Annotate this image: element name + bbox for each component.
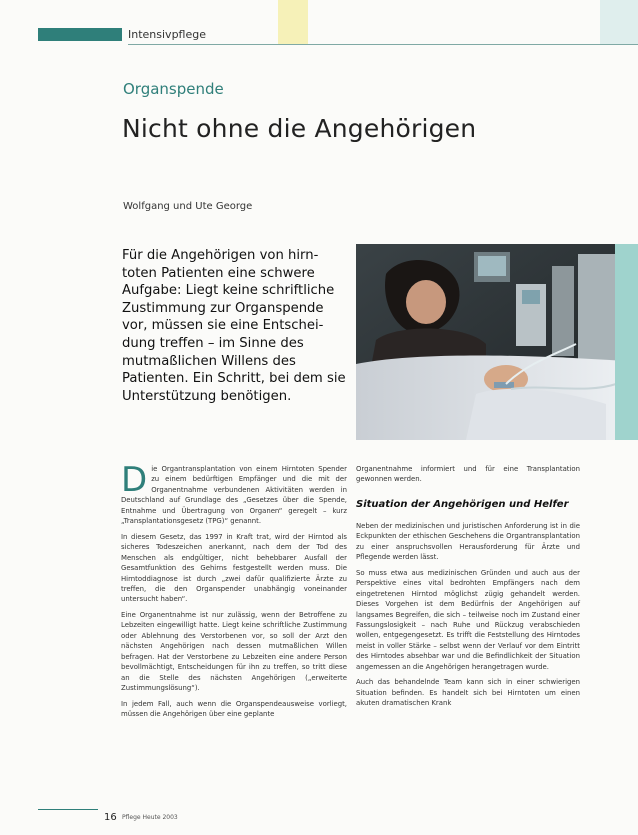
header-rule — [128, 44, 638, 45]
col2-paragraph-4: Auch das behandelnde Team kann sich in einer schwierigen Situation befinden. Es handelt sich bei Hirntoten um einen akuten dramatischen Krank — [356, 678, 580, 708]
article-lead: Für die Angehörigen von hirn-toten Patienten eine schwere Aufgabe: Liegt keine schriftliche Zustimmung zur Organspende vor, müssen sie eine Entschei-dung treffen – im Sinne des mutmaßlichen Willens des Patienten. Ein Schritt, bei dem sie Unterstützung benötigen. — [122, 248, 346, 404]
footer-publication: Pflege Heute 2003 — [122, 814, 178, 821]
article-kicker: Organspende — [123, 80, 224, 98]
body-column-2 — [356, 464, 580, 714]
col1-paragraph-3: Eine Organentnahme ist nur zulässig, wenn der Betroffene zu Lebzeiten eingewilligt hatte. Liegt keine schriftliche Zustimmung oder Ablehnung des Verstorbenen vor, so soll der Arzt den nächsten Angehörigen nach dessen mutmaßlichen Willen befragen. Hat der Verstorbene zu Lebzeiten eine andere Person bevollmächtigt, Entscheidungen für ihn zu treffen, so tritt diese an die Stelle des nächsten Angehörigen („erweiterte Zustimmungslösung“). — [121, 610, 347, 693]
col2-paragraph-2: Neben der medizinischen und juristischen Anforderung ist in die Eckpunkten der ethischen Geschehens die Organtransplantation zu einer anspruchsvollen Herausforderung für Ärzte und Pflegende werden lässt. — [356, 521, 580, 562]
drop-cap: D — [121, 460, 148, 500]
photo-illustration — [356, 244, 638, 440]
header-highlight-band — [278, 0, 308, 44]
photo-accent-strip — [615, 244, 638, 440]
col2-paragraph-3: So muss etwa aus medizinischen Gründen und auch aus der Perspektive eines vital bedrohten Empfängers nach dem eingetretenen Hirntod möglichst zügig gehandelt werden. Dieses Vorgehen ist dem Bedürfnis der Angehörigen auf langsames Begreifen, die sich – teilweise noch im Zustand einer Fassungslosigkeit – nach Ruhe und Rückzug verabschieden wollen, entgegengesetzt. Es trifft die Feststellung des Hirntodes meist in voller Stärke – selbst wenn der Verlauf vor dem Eintritt des Hirntodes absehbar war und die Befindlichkeit der Situation angemessen an die Angehörigen herangetragen wurde. — [356, 568, 580, 671]
col1-paragraph-4: In jedem Fall, auch wenn die Organspendeausweise vorliegt, müssen die Angehörigen über eine geplante — [121, 699, 347, 718]
section-color-bar — [38, 28, 122, 41]
section-label: Intensivpflege — [128, 28, 206, 41]
footer-rule — [38, 809, 98, 810]
header-corner-tint — [600, 0, 638, 44]
section-subheading: Situation der Angehörigen und Helfer — [356, 498, 569, 510]
col2-paragraph-1: Organentnahme informiert und für eine Transplantation gewonnen werden. — [356, 465, 580, 484]
article-authors: Wolfgang und Ute George — [123, 201, 253, 212]
body-column-1 — [121, 460, 347, 724]
article-photo — [356, 244, 638, 440]
col1-paragraph-1: Die Organtransplantation von einem Hirntoten Spender zu einem bedürftigen Empfänger und die mit der Organentnahme verbundenen Aktivitäten werden in Deutschland auf Grundlage des „Gesetzes über die Spende, Entnahme und Übertragung von Organen“ geregelt – kurz „Transplantationsgesetz (TPG)“ genannt. — [121, 460, 347, 526]
page-number: 16 — [104, 812, 117, 823]
col1-paragraph-2: In diesem Gesetz, das 1997 in Kraft trat, wird der Hirntod als sicheres Todeszeichen anerkannt, nach dem der Tod des Menschen als endgültiger, nicht behebbarer Ausfall der Gesamtfunktion des Gehirns festgestellt werden muss. Die Hirntoddiagnose ist durch „zwei dafür qualifizierte Ärzte zu treffen, die den Organspender unabhängig voneinander untersucht haben“. — [121, 532, 347, 604]
article-title: Nicht ohne die Angehörigen — [122, 114, 477, 143]
